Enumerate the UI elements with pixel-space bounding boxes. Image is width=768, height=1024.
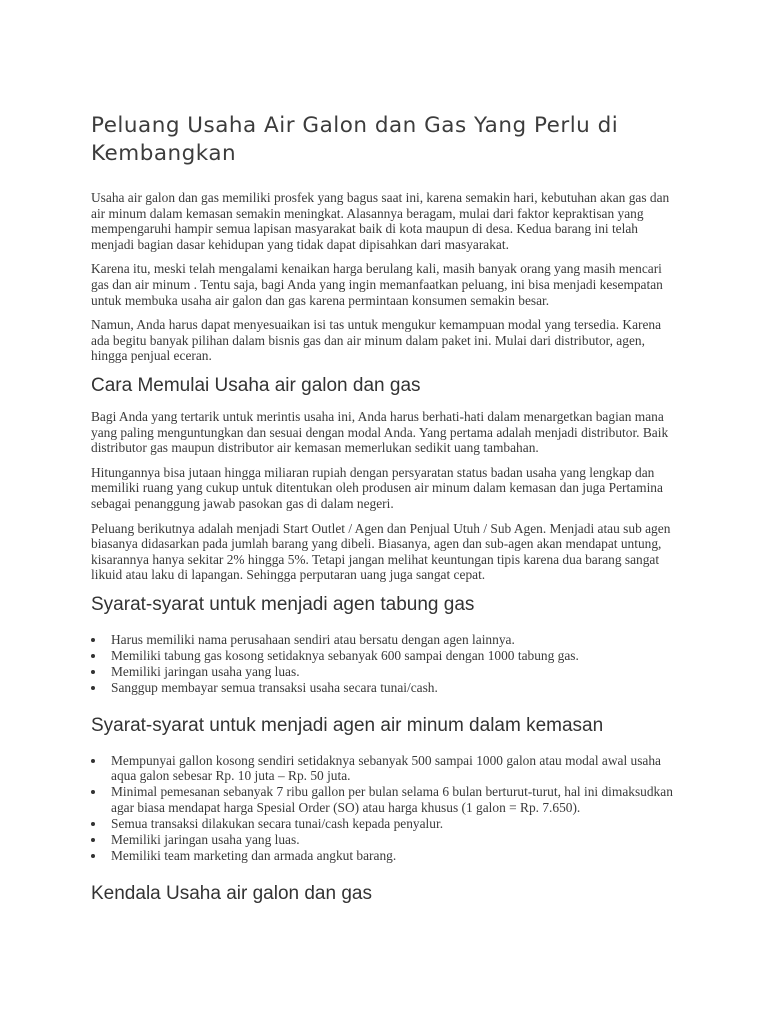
list-item-text: Memiliki tabung gas kosong setidaknya sebanyak 600 sampai dengan 1000 tabung gas.: [111, 647, 579, 663]
section-heading-syarat-agen-gas: Syarat-syarat untuk menjadi agen tabung gas: [91, 593, 475, 615]
gas-agent-requirements-list: [91, 632, 677, 696]
list-item-text: Harus memiliki nama perusahaan sendiri atau bersatu dengan agen lainnya.: [111, 631, 515, 647]
list-item: [91, 753, 677, 784]
section1-paragraph-1: Bagi Anda yang tertarik untuk merintis usaha ini, Anda harus berhati-hati dalam menargetkan bagian mana yang paling menguntungkan dan sesuai dengan modal Anda. Yang pertama adalah menjadi distributor. Baik distributor gas maupun distributor air kemasan memerlukan sedikit uang tambahan.: [91, 408, 669, 456]
list-item-text: Sanggup membayar semua transaksi usaha secara tunai/cash.: [111, 680, 438, 696]
list-item: [91, 784, 677, 815]
bullet-icon: [91, 790, 95, 794]
intro-paragraph-3: Namun, Anda harus dapat menyesuaikan isi tas untuk mengukur kemampuan modal yang tersedia. Karena ada begitu banyak pilihan dalam bisnis gas dan air minum dalam paket ini. Mulai dari distributor, agen, hingga penjual eceran.: [91, 317, 662, 364]
list-item-text: Memiliki jaringan usaha yang luas.: [111, 832, 300, 848]
list-item: [91, 816, 677, 832]
bullet-icon: [91, 654, 95, 658]
intro-paragraph-1: Usaha air galon dan gas memiliki prosfek yang bagus saat ini, karena semakin hari, kebutuhan akan gas dan air minum dalam kemasan semakin meningkat. Alasannya beragam, mulai dari faktor kepraktisan yang mempengaruhi hampir semua lapisan masyarakat baik di kota maupun di desa. Kedua barang ini telah menjadi bagian dasar kehidupan yang tidak dapat dipisahkan dari masyarakat.: [91, 190, 670, 252]
bullet-icon: [91, 854, 95, 858]
list-item-text: Memiliki team marketing dan armada angkut barang.: [111, 848, 397, 864]
list-item-text: Mempunyai gallon kosong sendiri setidaknya sebanyak 500 sampai 1000 galon atau modal awal usaha aqua galon sebesar Rp. 10 juta – Rp. 50 juta.: [111, 752, 662, 784]
bullet-icon: [91, 638, 95, 642]
section1-paragraph-2: Hitungannya bisa jutaan hingga miliaran rupiah dengan persyaratan status badan usaha yang lengkap dan memiliki ruang yang cukup untuk ditentukan oleh produsen air minum dalam kemasan dan juga Pertamina sebagai penanggung jawab pasokan gas di dalam negeri.: [91, 464, 663, 511]
bullet-icon: [91, 838, 95, 842]
list-item-text: Minimal pemesanan sebanyak 7 ribu gallon per bulan selama 6 bulan berturut-turut, hal ini dimaksudkan agar biasa mendapat harga Spesial Order (SO) atau harga khusus (1 galon = Rp. 7.650).: [111, 784, 673, 816]
section-heading-cara-memulai: Cara Memulai Usaha air galon dan gas: [91, 374, 421, 396]
section-heading-kendala: Kendala Usaha air galon dan gas: [91, 882, 372, 904]
bullet-icon: [91, 822, 95, 826]
list-item-text: Memiliki jaringan usaha yang luas.: [111, 664, 300, 680]
list-item: [91, 832, 677, 848]
bullet-icon: [91, 686, 95, 690]
list-item: [91, 648, 677, 664]
list-item-text: Semua transaksi dilakukan secara tunai/cash kepada penyalur.: [111, 816, 444, 832]
section1-paragraph-3: Peluang berikutnya adalah menjadi Start Outlet / Agen dan Penjual Utuh / Sub Agen. Menjadi atau sub agen biasanya didasarkan pada jumlah barang yang dibeli. Biasanya, agen dan sub-agen akan mendapat untung, kisarannya hanya sekitar 2% hingga 5%. Tetapi jangan melihat keuntungan tipis karena dua barang sangat likuid atau laku di lapangan. Sehingga perputaran uang juga sangat cepat.: [91, 520, 671, 583]
document-page: [91, 112, 677, 917]
list-item: [91, 632, 677, 648]
section-heading-syarat-agen-air: Syarat-syarat untuk menjadi agen air minum dalam kemasan: [91, 714, 604, 736]
list-item: [91, 680, 677, 696]
bullet-icon: [91, 670, 95, 674]
list-item: [91, 848, 677, 864]
bullet-icon: [91, 759, 95, 763]
list-item: [91, 664, 677, 680]
intro-paragraph-2: Karena itu, meski telah mengalami kenaikan harga berulang kali, masih banyak orang yang masih mencari gas dan air minum . Tentu saja, bagi Anda yang ingin memanfaatkan peluang, ini bisa menjadi kesempatan untuk membuka usaha air galon dan gas karena permintaan konsumen semakin besar.: [91, 261, 663, 308]
article-title: Peluang Usaha Air Galon dan Gas Yang Perlu di Kembangkan: [91, 113, 619, 166]
water-agent-requirements-list: [91, 753, 677, 864]
